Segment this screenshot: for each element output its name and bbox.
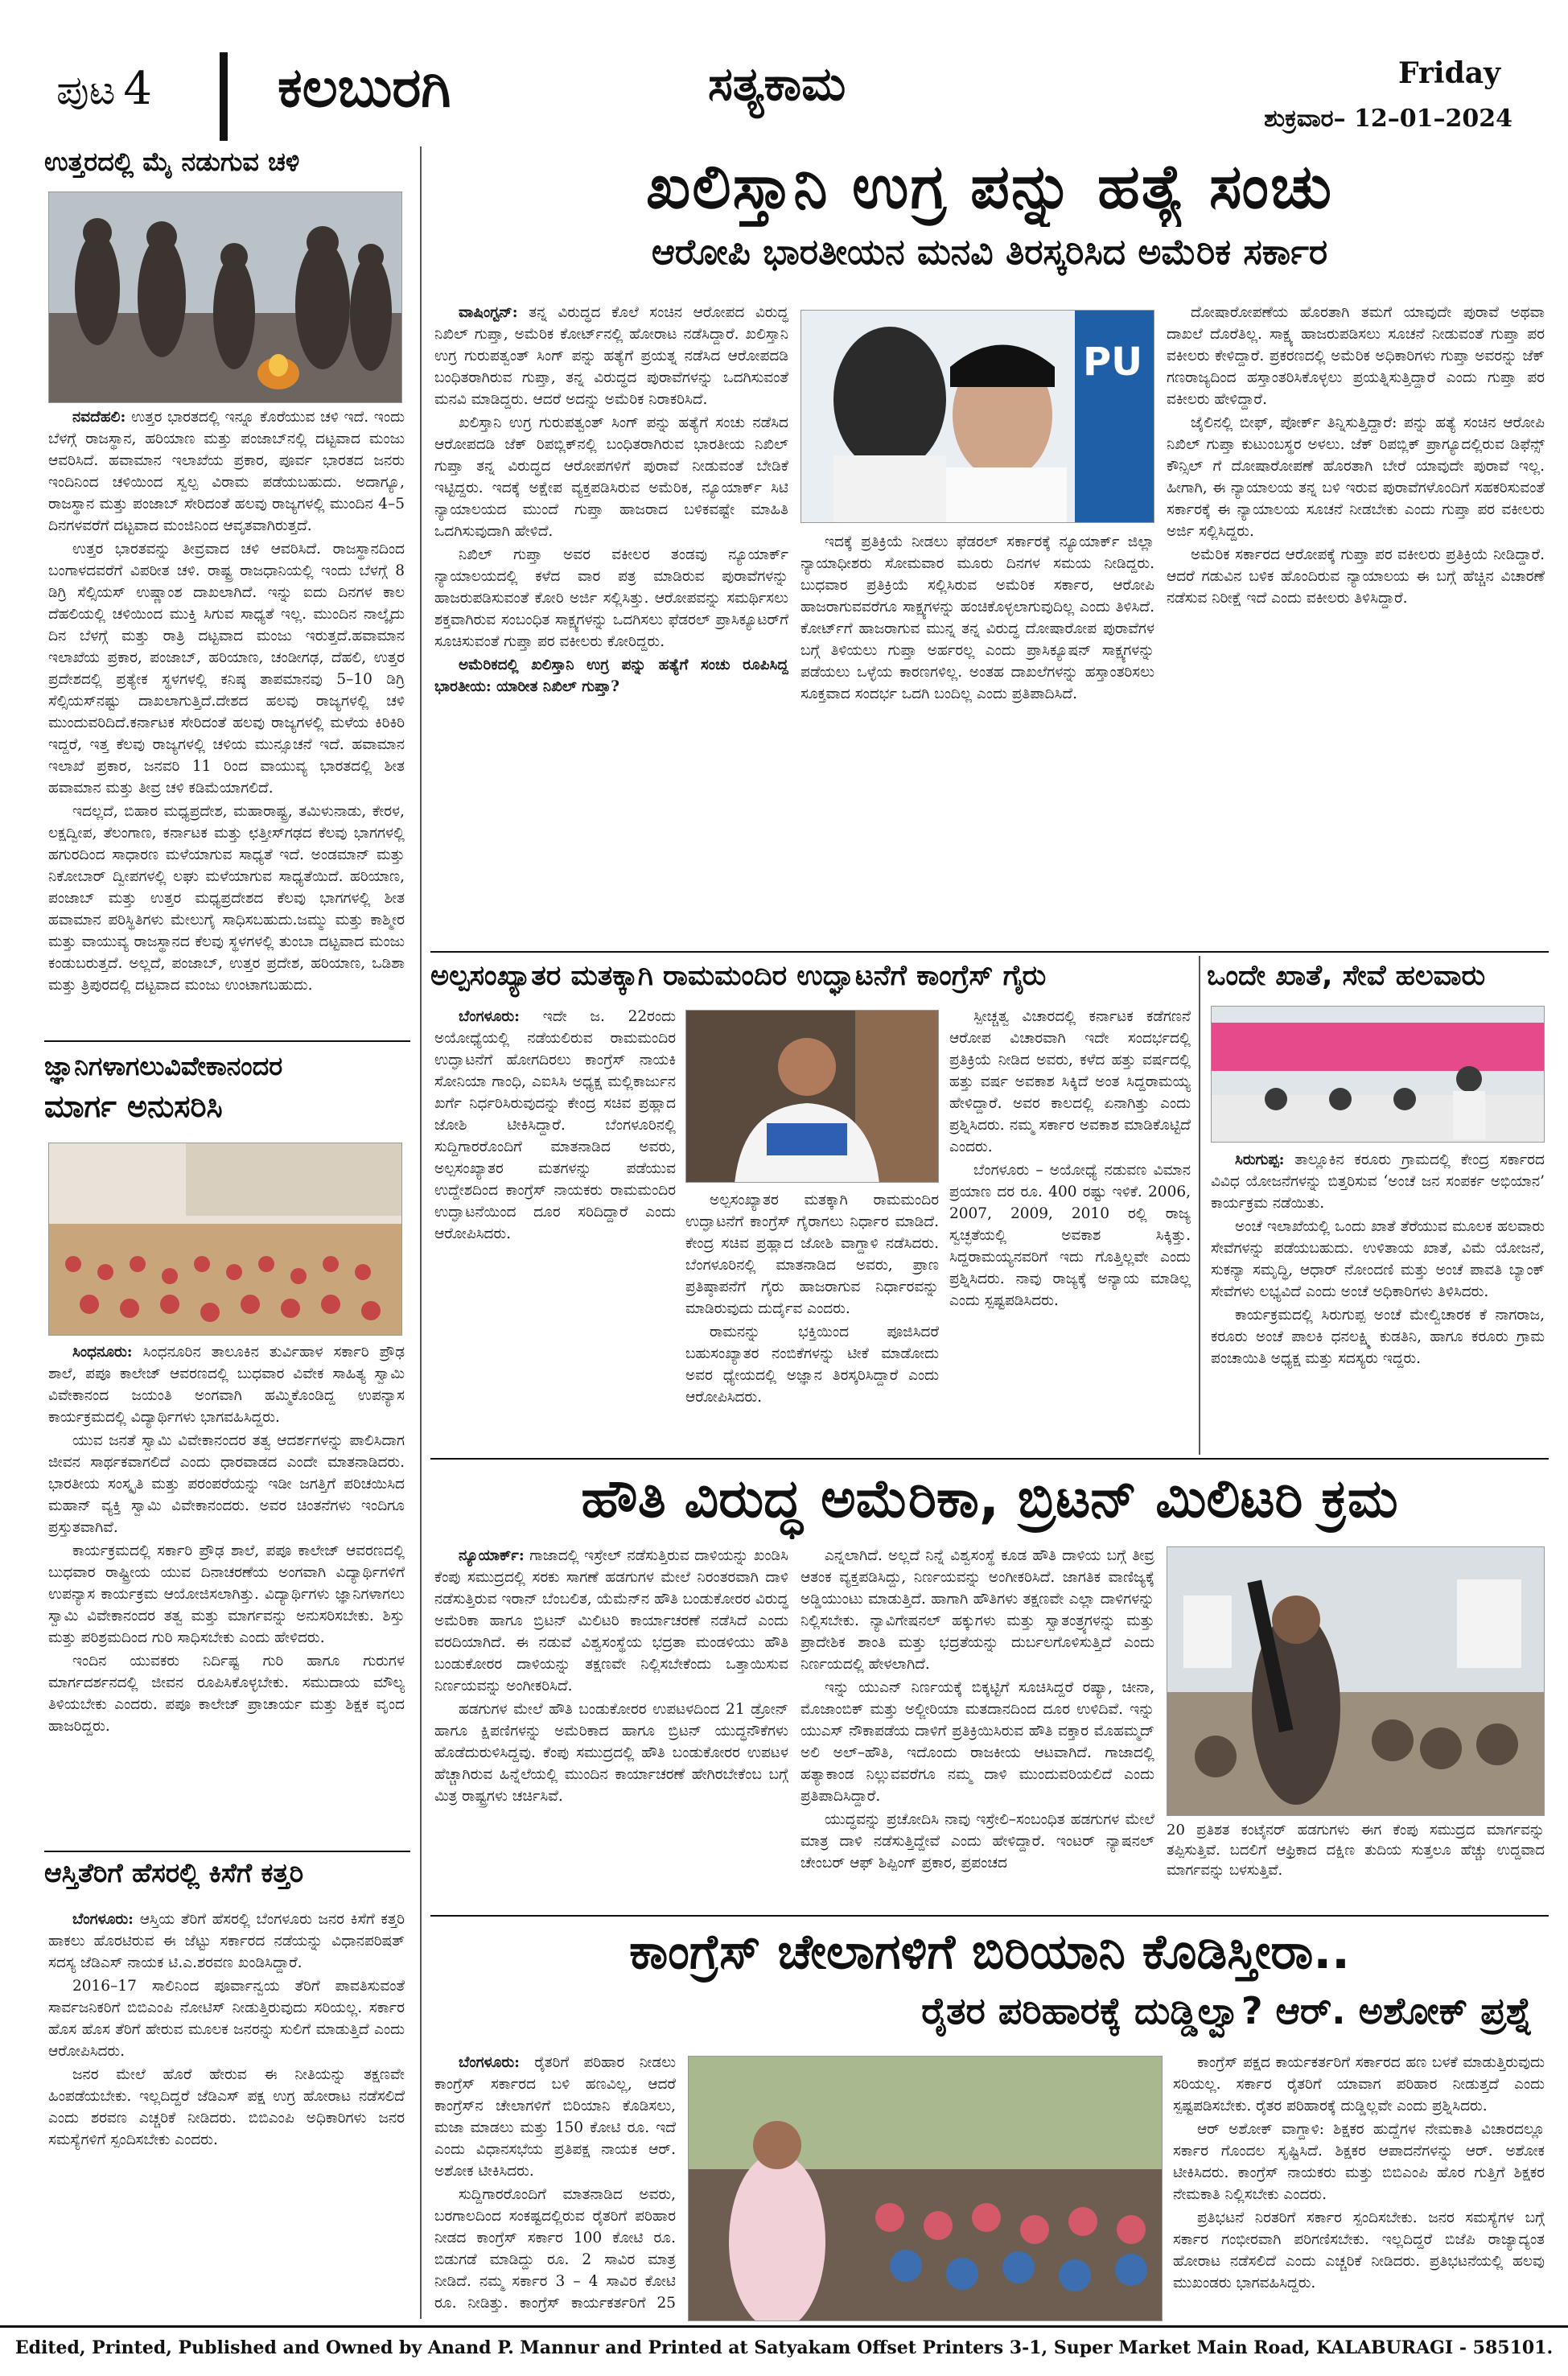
joshi-photo — [685, 1010, 939, 1183]
khalistan-col-1: ವಾಷಿಂಗ್ಟನ್: ತನ್ನ ವಿರುದ್ಧದ ಕೊಲೆ ಸಂಚಿನ ಆರೋಪದ ವಿರುದ್ಧ ನಿಖಿಲ್ ಗುಪ್ತಾ, ಅಮೆರಿಕ ಕೋರ್ಟ್‌ನಲ್ಲಿ ಹೋರಾಟ ನಡೆಸಿದ್ದಾರೆ. ಖಲಿಸ್ತಾನಿ ಉಗ್ರ ಗುರುಪತ್ವಂತ್ ಸಿಂಗ್ ಪನ್ನು ಹತ್ಯೆಗೆ ಪ್ರಯತ್ನ ನಡೆಸಿದ ಆರೋಪದಡಿ ಬಂಧಿತರಾಗಿರುವ ಗುಪ್ತಾ, ತನ್ನ ವಿರುದ್ಧದ ಪುರಾವೆಗಳನ್ನು ಒದಗಿಸುವಂತೆ ಮನವಿ ಮಾಡಿದ್ದರು. ಆದರೆ ಅದನ್ನು ಅಮೆರಿಕ ನಿರಾಕರಿಸಿದೆ. ಖಲಿಸ್ತಾನಿ ಉಗ್ರ ಗುರುಪತ್ವಂತ್ ಸಿಂಗ್ ಪನ್ನು ಹತ್ಯೆಗೆ ಸಂಚು ನಡೆಸಿದ ಆರೋಪದಡಿ ಜೆಕ್ ರಿಪಬ್ಲಿಕ್‌ನಲ್ಲಿ ಬಂಧಿತರಾಗಿರುವ ಭಾರತೀಯ ನಿಖಿಲ್ ಗುಪ್ತಾ ತನ್ನ ವಿರುದ್ಧದ ಆರೋಪಗಳಿಗೆ ಪುರಾವೆ ನೀಡುವಂತೆ ಬೇಡಿಕೆ ಇಟ್ಟಿದ್ದರು. ಇದಕ್ಕೆ ಅಕ್ಷೇಪ ವ್ಯಕ್ತಪಡಿಸಿರುವ ಅಮೆರಿಕ, ನ್ಯೂಯಾರ್ಕ್ ಸಿಟಿ ನ್ಯಾಯಾಲಯದ ಮುಂದೆ ಗುಪ್ತಾ ಹಾಜರಾದ ಬಳಿಕವಷ್ಟೇ ಮಾಹಿತಿ ಒದಗಿಸುವುದಾಗಿ ಹೇಳಿದೆ. ನಿಖಿಲ್ ಗುಪ್ತಾ ಅವರ ವಕೀಲರ ತಂಡವು ನ್ಯೂಯಾರ್ಕ್ ನ್ಯಾಯಾಲಯದಲ್ಲಿ ಕಳೆದ ವಾರ ಪತ್ರ ಮಾಡಿರುವ ಪುರಾವೆಗಳನ್ನು ಹಾಜರುಪಡಿಸುವಂತೆ ಕೋರಿ ಅರ್ಜಿ ಸಲ್ಲಿಸಿತ್ತು. ಆರೋಪವನ್ನು ಸಮರ್ಥಿಸಲು ಶಕ್ತವಾಗಿರುವ ಸಂಬಂಧಿತ ಸಾಕ್ಷ್ಯಗಳನ್ನು ಒದಗಿಸಲು ಫೆಡರಲ್ ಪ್ರಾಸಿಕ್ಯೂಟರ್‌ಗೆ ಸೂಚಿಸುವಂತೆ ಗುಪ್ತಾ ಪರ ವಕೀಲರು ಕೋರಿದ್ದರು. ಅಮೆರಿಕದಲ್ಲಿ ಖಲಿಸ್ತಾನಿ ಉಗ್ರ ಪನ್ನು ಹತ್ಯೆಗೆ ಸಂಚು ರೂಪಿಸಿದ್ದ ಭಾರತೀಯ: ಯಾರೀತ ನಿಖಿಲ್ ಗುಪ್ತಾ? — [434, 304, 788, 695]
protest-photo — [688, 2056, 1163, 2321]
divider — [44, 1851, 410, 1852]
imprint-footer: Edited, Printed, Published and Owned by Anand P. Mannur and Printed at Satyakam Offset Printers 3-1, Super Market Main Road, KALABURAGI - 585101. — [0, 2325, 1568, 2376]
divider — [430, 1458, 1549, 1460]
account-photo — [1211, 1006, 1545, 1143]
houthi-photo-image — [1167, 1547, 1545, 1816]
houthi-col-2: ಎನ್ನಲಾಗಿದೆ. ಅಲ್ಲದೆ ನಿನ್ನೆ ವಿಶ್ವಸಂಸ್ಥೆ ಕೂಡ ಹೌತಿ ದಾಳಿಯ ಬಗ್ಗೆ ತೀವ್ರ ಆತಂಕ ವ್ಯಕ್ತಪಡಿಸಿದ್ದು, ನಿರ್ಣಯವನ್ನು ಅಂಗೀಕರಿಸಿದೆ. ಜಾಗತಿಕ ವಾಣಿಜ್ಯಕ್ಕೆ ಅಡ್ಡಿಯುಂಟು ಮಾಡುತ್ತಿದೆ. ಹಾಗಾಗಿ ಹೌತಿಗಳು ತಕ್ಷಣವೇ ಎಲ್ಲಾ ದಾಳಿಗಳನ್ನು ನಿಲ್ಲಿಸಬೇಕು. ನ್ಯಾವಿಗೇಷನಲ್ ಹಕ್ಕುಗಳು ಮತ್ತು ಸ್ವಾತಂತ್ರ್ಯಗಳನ್ನು ಮತ್ತು ಪ್ರಾದೇಶಿಕ ಶಾಂತಿ ಮತ್ತು ಭದ್ರತೆಯನ್ನು ದುರ್ಬಲಗೊಳಿಸುತ್ತಿದೆ ಎಂದು ನಿರ್ಣಯದಲ್ಲಿ ಹೇಳಲಾಗಿದೆ. ಇನ್ನು ಯುಎನ್ ನಿರ್ಣಯಕ್ಕೆ ಬಿಕ್ಕಟ್ಟಿಗೆ ಸೂಚಿಸಿದ್ದರೆ ರಷ್ಯಾ, ಚೀನಾ, ಮೊಜಾಂಬಿಕ್ ಮತ್ತು ಅಲ್ಜೀರಿಯಾ ಮತದಾನದಿಂದ ದೂರ ಉಳಿದಿವೆ. ಇನ್ನು ಯುಎಸ್ ನೌಕಾಪಡೆಯ ದಾಳಿಗೆ ಪ್ರತಿಕ್ರಿಯಿಸಿರುವ ಹೌತಿ ವಕ್ತಾರ ಮೊಹಮ್ಮದ್ ಅಲಿ ಅಲ್–ಹೌತಿ, ಇದೊಂದು ರಾಜಕೀಯ ಆಟವಾಗಿದೆ. ಗಾಜಾದಲ್ಲಿ ಹತ್ಯಾಕಾಂಡ ನಿಲ್ಲುವವರೆಗೂ ನಮ್ಮ ದಾಳಿ ಮುಂದುವರಿಯಲಿದೆ ಎಂದು ಪ್ರತಿಪಾದಿಸಿದ್ದಾರೆ. ಯುದ್ಧವನ್ನು ಪ್ರಚೋದಿಸಿ ನಾವು ಇಸ್ರೇಲಿ–ಸಂಬಂಧಿತ ಹಡಗುಗಳ ಮೇಲೆ ಮಾತ್ರ ದಾಳಿ ನಡೆಸುತ್ತಿದ್ದೇವೆ ಎಂದು ಹೇಳಿದ್ದಾರೆ. ಇಂಟರ್ ನ್ಯಾಷನಲ್ ಚೇಂಬರ್ ಆಫ್ ಶಿಪ್ಪಿಂಗ್ ಪ್ರಕಾರ, ಪ್ರಪಂಚದ — [800, 1547, 1154, 1872]
cold-headline: ಉತ್ತರದಲ್ಲಿ ಮೈ ನಡುಗುವ ಚಳಿ — [44, 146, 300, 177]
cold-headline-box — [44, 146, 410, 195]
students-photo-image — [49, 1143, 402, 1336]
paper-title: ಸತ್ಯಕಾಮ — [708, 56, 846, 111]
biryani-headline: ಕಾಂಗ್ರೆಸ್ ಚೇಲಾಗಳಿಗೆ ಬಿರಿಯಾನಿ ಕೊಡಿಸ್ತೀರಾ.. — [629, 1924, 1350, 1980]
property-headline-box — [44, 1857, 410, 1905]
khalistan-subhead-box — [430, 232, 1549, 284]
day-label: Friday — [1398, 56, 1500, 90]
divider — [430, 1915, 1549, 1917]
houthi-caption-box — [1167, 1820, 1545, 1909]
masthead-divider — [220, 52, 228, 141]
masthead — [24, 8, 1545, 149]
ram-col-1: ಬೆಂಗಳೂರು: ಇದೇ ಜ. 22ರಂದು ಅಯೋಧ್ಯೆಯಲ್ಲಿ ನಡೆಯಲಿರುವ ರಾಮಮಂದಿರ ಉದ್ಘಾಟನೆಗೆ ಹೋಗದಿರಲು ಕಾಂಗ್ರೆಸ್ ನಾಯಕಿ ಸೋನಿಯಾ ಗಾಂಧಿ, ಎಐಸಿಸಿ ಅಧ್ಯಕ್ಷ ಮಲ್ಲಿಕಾರ್ಜುನ ಖರ್ಗೆ ನಿರ್ಧರಿಸಿರುವುದನ್ನು ಕೇಂದ್ರ ಸಚಿವ ಪ್ರಹ್ಲಾದ ಜೋಶಿ ಟೀಕಿಸಿದ್ದಾರೆ. ಬೆಂಗಳೂರಿನಲ್ಲಿ ಸುದ್ದಿಗಾರರೊಂದಿಗೆ ಮಾತನಾಡಿದ ಅವರು, ಅಲ್ಪಸಂಖ್ಯಾತರ ಮತಗಳನ್ನು ಪಡೆಯುವ ಉದ್ದೇಶದಿಂದ ಕಾಂಗ್ರೆಸ್ ನಾಯಕರು ರಾಮಮಂದಿರ ಉದ್ಘಾಟನೆಯಿಂದ ದೂರ ಸರಿದಿದ್ದಾರೆ ಎಂದು ಆರೋಪಿಸಿದರು. — [434, 1008, 676, 1242]
edition-city: ಕಲಬುರಗಿ — [278, 56, 451, 120]
divider — [44, 1040, 410, 1042]
khalistan-col-2: ಇದಕ್ಕೆ ಪ್ರತಿಕ್ರಿಯೆ ನೀಡಲು ಫೆಡರಲ್ ಸರ್ಕಾರಕ್ಕೆ ನ್ಯೂಯಾರ್ಕ್ ಜಿಲ್ಲಾ ನ್ಯಾಯಾಧೀಶರು ಸೋಮವಾರ ಮೂರು ದಿನಗಳ ಸಮಯ ನೀಡಿದ್ದರು. ಬುಧವಾರ ಪ್ರತಿಕ್ರಿಯೆ ಸಲ್ಲಿಸಿರುವ ಅಮೆರಿಕ ಸರ್ಕಾರ, ಆರೋಪಿ ಹಾಜರಾಗುವವರೆಗೂ ಸಾಕ್ಷ್ಯಗಳನ್ನು ಹಂಚಿಕೊಳ್ಳಲಾಗುವುದಿಲ್ಲ ಎಂದು ತಿಳಿಸಿದೆ. ಕೋರ್ಟ್‌ಗೆ ಹಾಜರಾಗುವ ಮುನ್ನ ತನ್ನ ವಿರುದ್ಧ ದೋಷಾರೋಪ ಪುರಾವೆಗಳ ಬಗ್ಗೆ ತಿಳಿಯಲು ಗುಪ್ತಾ ಅರ್ಹರಲ್ಲ ಎಂದು ಪ್ರಾಸಿಕ್ಯೂಷನ್ ಸಾಕ್ಷ್ಯಗಳನ್ನು ಪಡೆಯಲು ಒಳ್ಳೆಯ ಕಾರಣಗಳಿಲ್ಲ. ಅಂತಹ ದಾಖಲೆಗಳನ್ನು ಹಸ್ತಾಂತರಿಸಲು ಸೂಕ್ತವಾದ ಸಂದರ್ಭ ಒದಗಿ ಬಂದಿಲ್ಲ ಎಂದು ಪ್ರತಿಪಾದಿಸಿದೆ. — [800, 533, 1154, 702]
account-headline: ಒಂದೇ ಖಾತೆ, ಸೇವೆ ಹಲವಾರು — [1207, 960, 1486, 992]
property-headline: ಆಸ್ತಿತೆರಿಗೆ ಹೆಸರಲ್ಲಿ ಕಿಸೆಗೆ ಕತ್ತರಿ — [44, 1857, 304, 1888]
vivek-headline-2: ಮಾರ್ಗ ಅನುಸರಿಸಿ — [44, 1089, 223, 1124]
biryani-subhead-box — [430, 1989, 1549, 2045]
column-rule — [1199, 956, 1200, 1455]
khalistan-photo-image — [801, 311, 1154, 523]
biryani-col-3: ಕಾಂಗ್ರೆಸ್ ಪಕ್ಷದ ಕಾರ್ಯಕರ್ತರಿಗೆ ಸರ್ಕಾರದ ಹಣ ಬಳಕೆ ಮಾಡುತ್ತಿರುವುದು ಸರಿಯಲ್ಲ. ಸರ್ಕಾರ ರೈತರಿಗೆ ಯಾವಾಗ ಪರಿಹಾರ ನೀಡುತ್ತದೆ ಎಂದು ಸ್ಪಷ್ಟಪಡಿಸಬೇಕು. ರೈತರ ಪರಿಹಾರಕ್ಕೆ ದುಡ್ಡಿಲ್ಲವೇ ಎಂದು ಪ್ರಶ್ನಿಸಿದರು. ಆರ್ ಅಶೋಕ್ ವಾಗ್ದಾಳಿ: ಶಿಕ್ಷಕರ ಹುದ್ದೆಗಳ ನೇಮಕಾತಿ ವಿಚಾರದಲ್ಲೂ ಸರ್ಕಾರ ಗೊಂದಲ ಸೃಷ್ಟಿಸಿದೆ. ಶಿಕ್ಷಕರ ಆಪಾದನೆಗಳನ್ನು ಆರ್. ಅಶೋಕ ಟೀಕಿಸಿದರು. ಕಾಂಗ್ರೆಸ್ ನಾಯಕರು ಮತ್ತು ಬಿಬಿಎಂಪಿ ಹೊರ ಗುತ್ತಿಗೆ ಶಿಕ್ಷಕರ ನೇಮಕಾತಿ ನಿಲ್ಲಿಸಬೇಕು ಎಂದರು. ಪ್ರತಿಭಟನೆ ನಿರತರಿಗೆ ಸರ್ಕಾರ ಸ್ಪಂದಿಸಬೇಕು. ಜನರ ಸಮಸ್ಯೆಗಳ ಬಗ್ಗೆ ಸರ್ಕಾರ ಗಂಭೀರವಾಗಿ ಪರಿಗಣಿಸಬೇಕು. ಇಲ್ಲದಿದ್ದರೆ ಬಿಜೆಪಿ ರಾಜ್ಯಾದ್ಯಂತ ಹೋರಾಟ ನಡೆಸಲಿದೆ ಎಂದು ಎಚ್ಚರಿಕೆ ನೀಡಿದರು. ಪ್ರತಿಭಟನೆಯಲ್ಲಿ ಹಲವು ಮುಖಂಡರು ಭಾಗವಹಿಸಿದ್ದರು. — [1173, 2054, 1545, 2292]
account-photo-image — [1212, 1007, 1545, 1143]
vivek-article: ಸಿಂಧನೂರು: ಸಿಂಧನೂರಿನ ತಾಲೂಕಿನ ತುರ್ವಿಹಾಳ ಸರ್ಕಾರಿ ಪ್ರೌಢ ಶಾಲೆ, ಪಪೂ ಕಾಲೇಜ್ ಆವರಣದಲ್ಲಿ ಬುಧವಾರ ವಿವೇಕ ಸಾಹಿತ್ಯ ಸ್ವಾಮಿ ವಿವೇಕಾನಂದ ಜಯಂತಿ ಅಂಗವಾಗಿ ಹಮ್ಮಿಕೊಂಡಿದ್ದ ಉಪನ್ಯಾಸ ಕಾರ್ಯಕ್ರಮದಲ್ಲಿ ವಿದ್ಯಾರ್ಥಿಗಳು ಭಾಗವಹಿಸಿದ್ದರು. ಯುವ ಜನತೆ ಸ್ವಾಮಿ ವಿವೇಕಾನಂದರ ತತ್ವ ಆದರ್ಶಗಳನ್ನು ಪಾಲಿಸಿದಾಗ ಜೀವನ ಸಾರ್ಥಕವಾಗಲಿದೆ ಎಂದು ಧಾರವಾಡದ ಎಂದೇ ಮಾತನಾಡಿದರು. ಭಾರತೀಯ ಸಂಸ್ಕೃತಿ ಮತ್ತು ಪರಂಪರೆಯನ್ನು ಇಡೀ ಜಗತ್ತಿಗೆ ಪರಿಚಯಿಸಿದ ಮಹಾನ್ ವ್ಯಕ್ತಿ ಸ್ವಾಮಿ ವಿವೇಕಾನಂದರು. ಅವರ ಚಿಂತನೆಗಳು ಇಂದಿಗೂ ಪ್ರಸ್ತುತವಾಗಿವೆ. ಕಾರ್ಯಕ್ರಮದಲ್ಲಿ ಸರ್ಕಾರಿ ಪ್ರೌಢ ಶಾಲೆ, ಪಪೂ ಕಾಲೇಜ್ ಆವರಣದಲ್ಲಿ ಬುಧವಾರ ರಾಷ್ಟ್ರೀಯ ಯುವ ದಿನಾಚರಣೆಯ ಅಂಗವಾಗಿ ವಿದ್ಯಾರ್ಥಿಗಳಿಗೆ ಉಪನ್ಯಾಸ ಕಾರ್ಯಕ್ರಮ ಆಯೋಜಿಸಲಾಗಿತ್ತು. ವಿದ್ಯಾರ್ಥಿಗಳು ಜ್ಞಾನಿಗಳಾಗಲು ಸ್ವಾಮಿ ವಿವೇಕಾನಂದರ ತತ್ವ ಮತ್ತು ಮಾರ್ಗವನ್ನು ಅನುಸರಿಸಬೇಕು. ಶಿಸ್ತು ಮತ್ತು ಪರಿಶ್ರಮದಿಂದ ಗುರಿ ಸಾಧಿಸಬೇಕು ಎಂದು ಹೇಳಿದರು. ಇಂದಿನ ಯುವಕರು ನಿರ್ದಿಷ್ಟ ಗುರಿ ಹಾಗೂ ಗುರುಗಳ ಮಾರ್ಗದರ್ಶನದಲ್ಲಿ ಜೀವನ ರೂಪಿಸಿಕೊಳ್ಳಬೇಕು. ಸಮುದಾಯ ಮೌಲ್ಯ ತಿಳಿಯಬೇಕು ಎಂದರು. ಪಪೂ ಕಾಲೇಜ್ ಪ್ರಾಚಾರ್ಯ ಮತ್ತು ಶಿಕ್ಷಕ ವೃಂದ ಹಾಜರಿದ್ದರು. — [48, 1344, 405, 1735]
khalistan-col-3: ದೋಷಾರೋಪಣೆಯ ಹೊರತಾಗಿ ತಮಗೆ ಯಾವುದೇ ಪುರಾವೆ ಅಥವಾ ದಾಖಲೆ ದೊರೆತಿಲ್ಲ. ಸಾಕ್ಷ್ಯ ಹಾಜರುಪಡಿಸಲು ಸೂಚನೆ ನೀಡುವಂತೆ ಗುಪ್ತಾ ಪರ ವಕೀಲರು ಕೇಳಿದ್ದಾರೆ. ಪ್ರಕರಣದಲ್ಲಿ ಅಮೆರಿಕ ಅಧಿಕಾರಿಗಳು ಗುಪ್ತಾ ಅವರನ್ನು ಜೆಕ್ ಗಣರಾಜ್ಯದಿಂದ ಹಸ್ತಾಂತರಿಸಿಕೊಳ್ಳಲು ಪ್ರಯತ್ನಿಸುತ್ತಿದ್ದಾರೆ ಎಂದು ಗುಪ್ತಾ ಪರ ವಕೀಲರು ಹೇಳಿದ್ದಾರೆ. ಜೈಲಿನಲ್ಲಿ ಬೀಫ್, ಪೋರ್ಕ್ ತಿನ್ನಿಸುತ್ತಿದ್ದಾರೆ: ಪನ್ನು ಹತ್ಯೆ ಸಂಚಿನ ಆರೋಪಿ ನಿಖಿಲ್ ಗುಪ್ತಾ ಕುಟುಂಬಸ್ಥರ ಅಳಲು. ಜೆಕ್ ರಿಪಬ್ಲಿಕ್ ಪ್ರಾಗ್ಯೂದಲ್ಲಿರುವ ಡಿಫೆನ್ಸ್ ಕೌನ್ಸಿಲ್ ಗೆ ದೋಷಾರೋಪಣೆ ಹೊರತಾಗಿ ಬೇರೆ ಯಾವುದೇ ಪುರಾವೆ ಇಲ್ಲ. ಹೀಗಾಗಿ, ಈ ನ್ಯಾಯಾಲಯ ತನ್ನ ಬಳಿ ಇರುವ ಪುರಾವೆಗಳೊಂದಿಗೆ ಸಹಕರಿಸುವಂತೆ ಸರ್ಕಾರಕ್ಕೆ ಈ ನ್ಯಾಯಾಲಯ ಸೂಚನೆ ನೀಡಬೇಕು ಎಂದು ಗುಪ್ತಾ ಪರ ವಕೀಲರು ಅರ್ಜಿ ಸಲ್ಲಿಸಿದ್ದರು. ಅಮೆರಿಕ ಸರ್ಕಾರದ ಆರೋಪಕ್ಕೆ ಗುಪ್ತಾ ಪರ ವಕೀಲರು ಪ್ರತಿಕ್ರಿಯೆ ನೀಡಿದ್ದಾರೆ. ಆದರೆ ಗಡುವಿನ ಬಳಿಕ ಹೊಂದಿರುವ ನ್ಯಾಯಾಲಯ ಈ ಬಗ್ಗೆ ಹೆಚ್ಚಿನ ವಿಚಾರಣೆ ನಡೆಸುವ ನಿರೀಕ್ಷೆ ಇದೆ ಎಂದು ವಕೀಲರು ತಿಳಿಸಿದ್ದಾರೆ. — [1167, 304, 1545, 607]
cold-photo-image — [49, 192, 402, 403]
houthi-photo — [1167, 1546, 1545, 1816]
students-photo — [48, 1143, 402, 1336]
ram-col-2: ಅಲ್ಪಸಂಖ್ಯಾತರ ಮತಕ್ಕಾಗಿ ರಾಮಮಂದಿರ ಉದ್ಘಾಟನೆಗೆ ಕಾಂಗ್ರೆಸ್ ಗೈರಾಗಲು ನಿರ್ಧಾರ ಮಾಡಿದೆ. ಕೇಂದ್ರ ಸಚಿವ ಪ್ರಹ್ಲಾದ ಜೋಶಿ ವಾಗ್ದಾಳಿ ನಡೆಸಿದರು. ಬೆಂಗಳೂರಿನಲ್ಲಿ ಮಾತನಾಡಿದ ಅವರು, ಪ್ರಾಣ ಪ್ರತಿಷ್ಠಾಪನೆಗೆ ಗೈರು ಹಾಜರಾಗುವ ನಿರ್ಧಾರವನ್ನು ಮಾಡಿರುವುದು ದುರ್ದೈವ ಎಂದರು. ರಾಮನನ್ನು ಭಕ್ತಿಯಿಂದ ಪೂಜಿಸಿದರೆ ಬಹುಸಂಖ್ಯಾತರ ನಂಬಿಕೆಗಳನ್ನು ಟೀಕೆ ಮಾಡೋದು ಅವರ ಧ್ಯೇಯದಲ್ಲಿ ಅಜ್ಞಾನ ತಿರಸ್ಕರಿಸಿದ್ದಾರೆ ಎಂದು ಆರೋಪಿಸಿದರು. — [685, 1192, 939, 1406]
biryani-subhead: ರೈತರ ಪರಿಹಾರಕ್ಕೆ ದುಡ್ಡಿಲ್ವಾ? ಆರ್. ಅಶೋಕ್ ಪ್ರಶ್ನೆ — [921, 1989, 1533, 2032]
houthi-caption: 20 ಪ್ರತಿಶತ ಕಂಟೈನರ್ ಹಡಗುಗಳು ಈಗ ಕೆಂಪು ಸಮುದ್ರದ ಮಾರ್ಗವನ್ನು ತಪ್ಪಿಸುತ್ತಿವೆ. ಬದಲಿಗೆ ಆಫ್ರಿಕಾದ ದಕ್ಷಿಣ ತುದಿಯ ಸುತ್ತಲೂ ಹೆಚ್ಚು ಉದ್ದವಾದ ಮಾರ್ಗವನ್ನು ಬಳಸುತ್ತಿವೆ. — [1167, 1822, 1545, 1879]
khalistan-photo — [800, 310, 1154, 523]
property-article: ಬೆಂಗಳೂರು: ಆಸ್ತಿಯ ತೆರಿಗೆ ಹೆಸರಲ್ಲಿ ಬೆಂಗಳೂರು ಜನರ ಕಿಸೆಗೆ ಕತ್ತರಿ ಹಾಕಲು ಹೊರಟಿರುವ ಈ ಜೆಟ್ಟು ಸರ್ಕಾರದ ನಡೆಯನ್ನು ವಿಧಾನಪರಿಷತ್ ಸದಸ್ಯ ಜೆಡಿಎಸ್ ನಾಯಕ ಟಿ.ಎ.ಶರವಣ ಖಂಡಿಸಿದ್ದಾರೆ. 2016–17 ಸಾಲಿನಿಂದ ಪೂರ್ವಾನ್ವಯ ತೆರಿಗೆ ಪಾವತಿಸುವಂತೆ ಸಾರ್ವಜನಿಕರಿಗೆ ಬಿಬಿಎಂಪಿ ನೋಟಿಸ್ ನೀಡುತ್ತಿರುವುದು ಸರಿಯಲ್ಲ. ಸರ್ಕಾರ ಹೊಸ ಹೊಸ ತೆರಿಗೆ ಹೇರುವ ಮೂಲಕ ಜನರನ್ನು ಸುಲಿಗೆ ಮಾಡುತ್ತಿದೆ ಎಂದು ಆರೋಪಿಸಿದರು. ಜನರ ಮೇಲೆ ಹೊರೆ ಹೇರುವ ಈ ನೀತಿಯನ್ನು ತಕ್ಷಣವೇ ಹಿಂಪಡೆಯಬೇಕು. ಇಲ್ಲದಿದ್ದರೆ ಜೆಡಿಎಸ್ ಪಕ್ಷ ಉಗ್ರ ಹೋರಾಟ ನಡೆಸಲಿದೆ ಎಂದು ಶರವಣ ಎಚ್ಚರಿಕೆ ನೀಡಿದರು. ಬಿಬಿಎಂಪಿ ಅಧಿಕಾರಿಗಳು ಜನರ ಸಮಸ್ಯೆಗಳಿಗೆ ಸ್ಪಂದಿಸಬೇಕು ಎಂದರು. — [48, 1911, 405, 2148]
ram-col-3: ಸ್ಪೀಚ್ಚತ್ವ ವಿಚಾರದಲ್ಲಿ ಕರ್ನಾಟಕ ಕಡೆಗಣನೆ ಆರೋಪ ವಿಚಾರವಾಗಿ ಇದೇ ಸಂದರ್ಭದಲ್ಲಿ ಪ್ರತಿಕ್ರಿಯೆ ನೀಡಿದ ಅವರು, ಕಳೆದ ಹತ್ತು ವರ್ಷದಲ್ಲಿ ಹತ್ತು ವರ್ಷ ಅವಕಾಶ ಸಿಕ್ಕಿದೆ ಅಂತ ಸಿದ್ದರಾಮಯ್ಯ ಹೇಳಿದ್ದಾರೆ. ಅವರ ಕಾಲದಲ್ಲಿ ಏನಾಗಿತ್ತು ಎಂದು ಪ್ರಶ್ನಿಸಿದರು. ನಮ್ಮ ಸರ್ಕಾರ ಅವಕಾಶ ಮಾಡಿಕೊಟ್ಟಿದೆ ಎಂದರು. ಬೆಂಗಳೂರು – ಅಯೋಧ್ಯೆ ನಡುವಣ ವಿಮಾನ ಪ್ರಯಾಣ ದರ ರೂ. 400 ರಷ್ಟು ಇಳಿಕೆ. 2006, 2007, 2009, 2010 ರಲ್ಲಿ ರಾಜ್ಯ ಸ್ವಚ್ಛತೆಯಲ್ಲಿ ಅವಕಾಶ ಸಿಕ್ಕಿತ್ತು. ಸಿದ್ದರಾಮಯ್ಯನವರಿಗೆ ಇದು ಗೊತ್ತಿಲ್ಲವೇ ಎಂದು ಪ್ರಶ್ನಿಸಿದರು. ನಾವು ರಾಜ್ಯಕ್ಕೆ ಅನ್ಯಾಯ ಮಾಡಿಲ್ಲ ಎಂದು ಸ್ಪಷ್ಟಪಡಿಸಿದರು. — [949, 1008, 1191, 1309]
account-article: ಸಿರುಗುಪ್ಪ: ತಾಲ್ಲೂಕಿನ ಕರೂರು ಗ್ರಾಮದಲ್ಲಿ ಕೇಂದ್ರ ಸರ್ಕಾರದ ವಿವಿಧ ಯೋಜನೆಗಳನ್ನು ಬಿತ್ತರಿಸುವ ‘ಅಂಚೆ ಜನ ಸಂಪರ್ಕ ಅಭಿಯಾನ’ ಕಾರ್ಯಕ್ರಮ ನಡೆಯಿತು. ಅಂಚೆ ಇಲಾಖೆಯಲ್ಲಿ ಒಂದು ಖಾತೆ ತೆರೆಯುವ ಮೂಲಕ ಹಲವಾರು ಸೇವೆಗಳನ್ನು ಪಡೆಯಬಹುದು. ಉಳಿತಾಯ ಖಾತೆ, ವಿಮೆ ಯೋಜನೆ, ಸುಕನ್ಯಾ ಸಮೃದ್ಧಿ, ಆಧಾರ್ ನೋಂದಣಿ ಮತ್ತು ಅಂಚೆ ಪಾವತಿ ಬ್ಯಾಂಕ್ ಸೇವೆಗಳು ಲಭ್ಯವಿದೆ ಎಂದು ಅಂಚೆ ಅಧಿಕಾರಿಗಳು ತಿಳಿಸಿದರು. ಕಾರ್ಯಕ್ರಮದಲ್ಲಿ ಸಿರುಗುಪ್ಪ ಅಂಚೆ ಮೇಲ್ವಿಚಾರಕ ಕೆ ನಾಗರಾಜ, ಕರೂರು ಅಂಚೆ ಪಾಲಕಿ ಧನಲಕ್ಷ್ಮಿ ಕುಡತಿನಿ, ಹಾಗೂ ಕರೂರು ಗ್ರಾಮ ಪಂಚಾಯಿತಿ ಅಧ್ಯಕ್ಷ ಮತ್ತು ಸದಸ್ಯರು ಇದ್ದರು. — [1211, 1151, 1545, 1367]
houthi-headline: ಹೌತಿ ವಿರುದ್ಧ ಅಮೆರಿಕಾ, ಬ್ರಿಟನ್ ಮಿಲಿಟರಿ ಕ್ರಮ — [581, 1468, 1398, 1530]
date-label: ಶುಕ್ರವಾರ– 12–01–2024 — [1264, 105, 1512, 133]
biryani-col-1: ಬೆಂಗಳೂರು: ರೈತರಿಗೆ ಪರಿಹಾರ ನೀಡಲು ಕಾಂಗ್ರೆಸ್ ಸರ್ಕಾರದ ಬಳಿ ಹಣವಿಲ್ಲ, ಆದರೆ ಕಾಂಗ್ರೆಸ್‌ನ ಚೇಲಾಗಳಿಗೆ ಬಿರಿಯಾನಿ ಕೊಡಿಸಲು, ಮಜಾ ಮಾಡಲು ಮತ್ತು 150 ಕೋಟಿ ರೂ. ಇದೆ ಎಂದು ವಿಧಾನಸಭೆಯ ಪ್ರತಿಪಕ್ಷ ನಾಯಕ ಆರ್. ಅಶೋಕ ಟೀಕಿಸಿದರು. ಸುದ್ದಿಗಾರರೊಂದಿಗೆ ಮಾತನಾಡಿದ ಅವರು, ಬರಗಾಲದಿಂದ ಸಂಕಷ್ಟದಲ್ಲಿರುವ ರೈತರಿಗೆ ಪರಿಹಾರ ನೀಡದ ಕಾಂಗ್ರೆಸ್ ಸರ್ಕಾರ 100 ಕೋಟಿ ರೂ. ಬಿಡುಗಡೆ ಮಾಡಿದ್ದು ರೂ. 2 ಸಾವಿರ ಮಾತ್ರ ನೀಡಿದೆ. ನಮ್ಮ ಸರ್ಕಾರ 3 – 4 ಸಾವಿರ ಕೋಟಿ ರೂ. ನೀಡಿತ್ತು. ಕಾಂಗ್ರೆಸ್ ಕಾರ್ಯಕರ್ತರಿಗೆ 25 — [434, 2054, 676, 2312]
ram-headline: ಅಲ್ಪಸಂಖ್ಯಾತರ ಮತಕ್ಕಾಗಿ ರಾಮಮಂದಿರ ಉದ್ಘಾಟನೆಗೆ ಕಾಂಗ್ರೆಸ್ ಗೈರು — [430, 960, 1047, 992]
column-rule — [420, 146, 422, 2319]
cold-article: ನವದೆಹಲಿ: ಉತ್ತರ ಭಾರತದಲ್ಲಿ ಇನ್ನೂ ಕೊರೆಯುವ ಚಳಿ ಇದೆ. ಇಂದು ಬೆಳಗ್ಗೆ ರಾಜಸ್ಥಾನ, ಹರಿಯಾಣ ಮತ್ತು ಪಂಜಾಬ್‌ನಲ್ಲಿ ದಟ್ಟವಾದ ಮಂಜು ಆವರಿಸಿದೆ. ಹವಾಮಾನ ಇಲಾಖೆಯ ಪ್ರಕಾರ, ಪೂರ್ವ ಭಾರತದ ಜನರು ಇಂದಿನಿಂದ ಚಳಿಯಿಂದ ಸ್ವಲ್ಪ ವಿರಾಮ ಪಡೆಯಬಹುದು. ಅದಾಗ್ಯೂ, ರಾಜಸ್ಥಾನ ಮತ್ತು ಪಂಜಾಬ್ ಸೇರಿದಂತೆ ಹಲವು ರಾಜ್ಯಗಳಲ್ಲಿ ಮುಂದಿನ 4–5 ದಿನಗಳವರೆಗೆ ದಟ್ಟವಾದ ಮಂಜಿನಿಂದ ಆವೃತವಾಗಿರುತ್ತದೆ. ಉತ್ತರ ಭಾರತವನ್ನು ತೀವ್ರವಾದ ಚಳಿ ಆವರಿಸಿದೆ. ರಾಜಸ್ಥಾನದಿಂದ ಬಂಗಾಳದವರೆಗೆ ವಿಪರೀತ ಚಳಿ. ರಾಷ್ಟ್ರ ರಾಜಧಾನಿಯಲ್ಲಿ ಇಂದು ಬೆಳಗ್ಗೆ 8 ಡಿಗ್ರಿ ಸೆಲ್ಸಿಯಸ್ ಉಷ್ಣಾಂಶ ದಾಖಲಾಗಿದೆ. ಇನ್ನು ಐದು ದಿನಗಳ ಕಾಲ ದೆಹಲಿಯಲ್ಲಿ ಚಳಿಯಿಂದ ಮುಕ್ತಿ ಸಿಗುವ ಸಾಧ್ಯತೆ ಇಲ್ಲ. ಮುಂದಿನ ನಾಲ್ಕೈದು ದಿನ ಬೆಳಗ್ಗೆ ಮತ್ತು ರಾತ್ರಿ ದಟ್ಟವಾದ ಮಂಜು ಇರುತ್ತದೆ.ಹವಾಮಾನ ಇಲಾಖೆಯ ಪ್ರಕಾರ, ಪಂಜಾಬ್, ಹರಿಯಾಣ, ಚಂಡೀಗಢ, ದೆಹಲಿ, ಉತ್ತರ ಪ್ರದೇಶದಲ್ಲಿ ಪ್ರತ್ಯೇಕ ಸ್ಥಳಗಳಲ್ಲಿ ಕನಿಷ್ಠ ತಾಪಮಾನವು 5–10 ಡಿಗ್ರಿ ಸೆಲ್ಸಿಯಸ್‌ನಷ್ಟು ದಾಖಲಾಗುತ್ತಿದೆ.ದೇಶದ ಹಲವು ರಾಜ್ಯಗಳಲ್ಲಿ ಚಳಿ ಮುಂದುವರಿದಿದೆ.ಕರ್ನಾಟಕ ಸೇರಿದಂತೆ ಹಲವು ರಾಜ್ಯಗಳಲ್ಲಿ ಮಳೆಯ ಕಿರಿಕಿರಿ ಇದ್ದರೆ, ಇತ್ತ ಕೆಲವು ರಾಜ್ಯಗಳಲ್ಲಿ ಚಳಿಯ ಮುನ್ಸೂಚನೆ ಇದೆ. ಹವಾಮಾನ ಇಲಾಖೆ ಪ್ರಕಾರ, ಜನವರಿ 11 ರಿಂದ ವಾಯುವ್ಯ ಭಾರತದಲ್ಲಿ ಶೀತ ಹವಾಮಾನ ಮತ್ತು ತೀವ್ರ ಚಳಿ ಕಡಿಮೆಯಾಗಲಿದೆ. ಇದಲ್ಲದೆ, ಬಿಹಾರ ಮಧ್ಯಪ್ರದೇಶ, ಮಹಾರಾಷ್ಟ್ರ, ತಮಿಳುನಾಡು, ಕೇರಳ, ಲಕ್ಷದ್ವೀಪ, ತೆಲಂಗಾಣ, ಕರ್ನಾಟಕ ಮತ್ತು ಛತ್ತೀಸ್‌ಗಢದ ಕೆಲವು ಭಾಗಗಳಲ್ಲಿ ಹಗುರದಿಂದ ಸಾಧಾರಣ ಮಳೆಯಾಗುವ ಸಾಧ್ಯತೆ ಇದೆ. ಅಂಡಮಾನ್ ಮತ್ತು ನಿಕೋಬಾರ್ ದ್ವೀಪಗಳಲ್ಲಿ ಲಘು ಮಳೆಯಾಗುವ ಸಾಧ್ಯತೆಯಿದೆ. ಹರಿಯಾಣ, ಪಂಜಾಬ್ ಮತ್ತು ಉತ್ತರ ಮಧ್ಯಪ್ರದೇಶದ ಕೆಲವು ಭಾಗಗಳಲ್ಲಿ ಶೀತ ಹವಾಮಾನ ಪರಿಸ್ಥಿತಿಗಳು ಮೇಲುಗೈ ಸಾಧಿಸಬಹುದು.ಜಮ್ಮು ಮತ್ತು ಕಾಶ್ಮೀರ ಮತ್ತು ವಾಯುವ್ಯ ರಾಜಸ್ಥಾನದ ಕೆಲವು ಸ್ಥಳಗಳಲ್ಲಿ ತುಂಬಾ ದಟ್ಟವಾದ ಮಂಜು ಕಂಡುಬರುತ್ತದೆ. ಅಲ್ಲದೆ, ಪಂಜಾಬ್, ಉತ್ತರ ಪ್ರದೇಶ, ಹರಿಯಾಣ, ಒಡಿಶಾ ಮತ್ತು ತ್ರಿಪುರದಲ್ಲಿ ದಟ್ಟವಾದ ಮಂಜು ಉಂಟಾಗಬಹುದು. — [48, 409, 405, 994]
khalistan-headline-box — [430, 146, 1549, 227]
svg-text:PU: PU — [1083, 340, 1143, 385]
vivek-headline-box — [44, 1046, 410, 1143]
biryani-headline-box — [430, 1920, 1549, 1988]
houthi-col-1: ನ್ಯೂಯಾರ್ಕ್: ಗಾಜಾದಲ್ಲಿ ಇಸ್ರೇಲ್ ನಡೆಸುತ್ತಿರುವ ದಾಳಿಯನ್ನು ಖಂಡಿಸಿ ಕೆಂಪು ಸಮುದ್ರದಲ್ಲಿ ಸರಕು ಸಾಗಣೆ ಹಡಗುಗಳ ಮೇಲೆ ನಿರಂತರವಾಗಿ ದಾಳಿ ನಡೆಸುತ್ತಿರುವ ಇರಾನ್ ಬೆಂಬಲಿತ, ಯೆಮೆನ್‌ನ ಹೌತಿ ಬಂಡುಕೋರರ ವಿರುದ್ಧ ಅಮೆರಿಕಾ ಹಾಗೂ ಬ್ರಿಟನ್ ಮಿಲಿಟರಿ ಕಾರ್ಯಾಚರಣೆ ನಡೆಸಿದೆ ಎಂದು ವರದಿಯಾಗಿದೆ. ಈ ನಡುವೆ ವಿಶ್ವಸಂಸ್ಥೆಯ ಭದ್ರತಾ ಮಂಡಳಿಯು ಹೌತಿ ಬಂಡುಕೋರರ ದಾಳಿಯನ್ನು ತಕ್ಷಣವೇ ನಿಲ್ಲಿಸಬೇಕೆಂದು ಒತ್ತಾಯಿಸುವ ನಿರ್ಣಯವನ್ನು ಅಂಗೀಕರಿಸಿದೆ. ಹಡಗುಗಳ ಮೇಲೆ ಹೌತಿ ಬಂಡುಕೋರರ ಉಪಟಳದಿಂದ 21 ಡ್ರೋನ್ ಹಾಗೂ ಕ್ಷಿಪಣಿಗಳನ್ನು ಅಮೆರಿಕಾದ ಹಾಗೂ ಬ್ರಿಟನ್ ಯುದ್ಧನೌಕೆಗಳು ಹೊಡೆದುರುಳಿಸಿದ್ದವು. ಕೆಂಪು ಸಮುದ್ರದಲ್ಲಿ ಹೌತಿ ಬಂಡುಕೋರರ ಉಪಟಳ ಹೆಚ್ಚಾಗಿರುವ ಹಿನ್ನೆಲೆಯಲ್ಲಿ ಮುಂದಿನ ಕಾರ್ಯಾಚರಣೆ ಹೇಗಿರಬೇಕೆಂಬ ಬಗ್ಗೆ ಮಿತ್ರ ರಾಷ್ಟ್ರಗಳು ಚರ್ಚಿಸಿವೆ. — [434, 1547, 788, 1805]
account-headline-box — [1207, 956, 1549, 1000]
cold-photo — [48, 191, 402, 403]
vivek-headline-1: ಜ್ಞಾನಿಗಳಾಗಲುವಿವೇಕಾನಂದರ — [44, 1051, 283, 1081]
houthi-headline-box — [430, 1463, 1549, 1539]
protest-photo-image — [689, 2057, 1163, 2321]
divider — [430, 951, 1549, 953]
page-number: ಪುಟ 4 — [56, 63, 152, 115]
ram-headline-box — [430, 956, 1191, 1000]
joshi-photo-image — [686, 1011, 939, 1183]
khalistan-headline: ಖಲಿಸ್ತಾನಿ ಉಗ್ರ ಪನ್ನು ಹತ್ಯೆ ಸಂಚು — [645, 150, 1334, 222]
khalistan-subhead: ಆರೋಪಿ ಭಾರತೀಯನ ಮನವಿ ತಿರಸ್ಕರಿಸಿದ ಅಮೆರಿಕ ಸರ್ಕಾರ — [651, 232, 1328, 273]
